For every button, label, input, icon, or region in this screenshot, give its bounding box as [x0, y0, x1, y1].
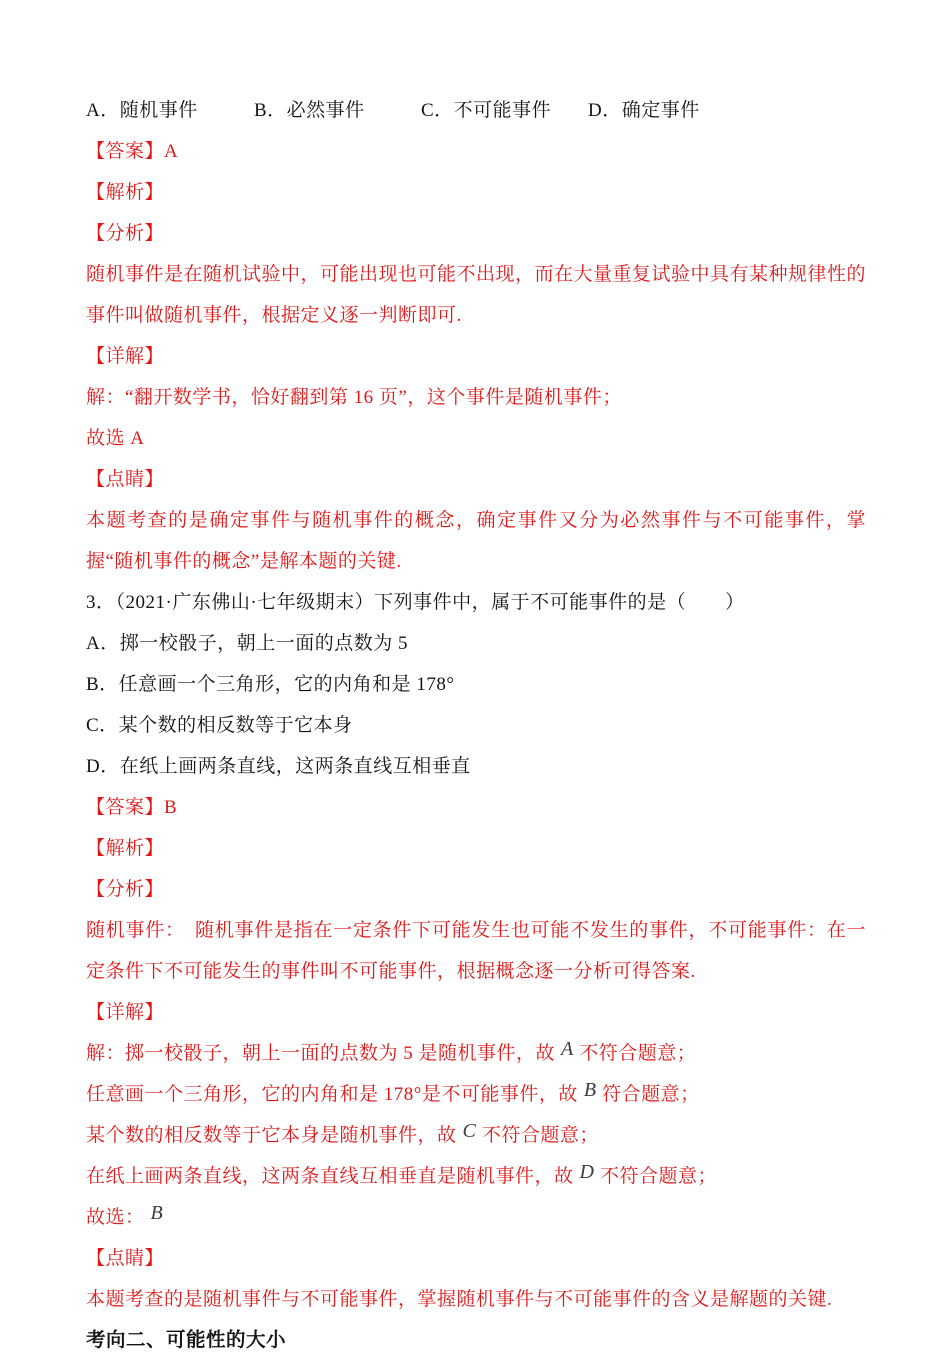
q2-dianjing-label-run-0: 【点睛】	[86, 469, 165, 490]
q3-answer-run-0: 【答案】B	[86, 797, 178, 818]
q3-option-c	[86, 705, 866, 746]
q3-jiexi-label	[86, 828, 866, 869]
q3-option-b	[86, 664, 866, 705]
q2-guxuan-run-0: 故选 A	[86, 428, 145, 449]
q2-xiangjie-text-run-0: 解：“翻开数学书，恰好翻到第 16 页”，这个事件是随机事件；	[86, 387, 622, 408]
q2-dianjing-label	[86, 459, 866, 500]
q3-xiangjie-d	[86, 1156, 866, 1197]
q2-fenxi-label-run-0: 【分析】	[86, 223, 165, 244]
q3-xiangjie-c-run-1: C	[462, 1120, 476, 1142]
q2-fenxi-text	[86, 254, 866, 336]
section-heading-kaoxiang-2	[86, 1320, 866, 1361]
q3-dianjing-text-run-0: 本题考查的是随机事件与不可能事件，掌握随机事件与不可能事件的含义是解题的关键.	[86, 1289, 833, 1310]
q2-option-row-run-0: A．随机事件	[86, 100, 198, 121]
q3-xiangjie-a-run-2: 不符合题意；	[579, 1043, 697, 1064]
q3-xiangjie-d-run-0: 在纸上画两条直线，这两条直线互相垂直是随机事件，故	[86, 1166, 574, 1187]
q2-jiexi-label	[86, 172, 866, 213]
q3-xiangjie-a	[86, 1033, 866, 1074]
q3-fenxi-text	[86, 910, 866, 992]
q3-stem-run-0: 3．（2021·广东佛山·七年级期末）下列事件中，属于不可能事件的是（ ）	[86, 592, 745, 613]
q2-dianjing-text-run-0: 本题考查的是确定事件与随机事件的概念，确定事件又分为必然事件与不可能事件，掌握“随机事件的概念”是解本题的关键.	[86, 510, 866, 572]
q3-dianjing-text	[86, 1279, 866, 1320]
q3-xiangjie-c-run-0: 某个数的相反数等于它本身是随机事件，故	[86, 1125, 457, 1146]
q3-xiangjie-c-run-2: 不符合题意；	[481, 1125, 599, 1146]
q2-guxuan	[86, 418, 866, 459]
q3-dianjing-label	[86, 1238, 866, 1279]
q3-fenxi-text-run-0: 随机事件： 随机事件是指在一定条件下可能发生也可能不发生的事件，不可能事件：在一定条件下不可能发生的事件叫不可能事件，根据概念逐一分析可得答案.	[86, 920, 866, 982]
q3-xiangjie-a-run-0: 解：掷一校骰子，朝上一面的点数为 5 是随机事件，故	[86, 1043, 556, 1064]
q3-xiangjie-b-run-1: B	[583, 1079, 597, 1101]
q3-guxuan-run-1: B	[150, 1202, 163, 1224]
q2-fenxi-text-run-0: 随机事件是在随机试验中，可能出现也可能不出现，而在大量重复试验中具有某种规律性的事件叫做随机事件，根据定义逐一判断即可.	[86, 264, 867, 326]
q3-xiangjie-d-run-2: 不符合题意；	[599, 1166, 717, 1187]
q3-xiangjie-label-run-0: 【详解】	[86, 1002, 165, 1023]
q3-xiangjie-b	[86, 1074, 866, 1115]
q2-xiangjie-label	[86, 336, 866, 377]
section-heading-kaoxiang-2-run-0: 考向二、可能性的大小	[86, 1329, 287, 1351]
q3-fenxi-label-run-0: 【分析】	[86, 879, 165, 900]
q2-option-row-run-2: C．不可能事件	[421, 100, 552, 121]
q3-xiangjie-label	[86, 992, 866, 1033]
q3-jiexi-label-run-0: 【解析】	[86, 838, 165, 859]
q3-option-d-run-0: D．在纸上画两条直线，这两条直线互相垂直	[86, 756, 471, 777]
q2-option-row-run-3: D．确定事件	[588, 100, 700, 121]
q2-answer-run-0: 【答案】A	[86, 141, 179, 162]
q3-xiangjie-b-run-0: 任意画一个三角形，它的内角和是 178°是不可能事件，故	[86, 1084, 578, 1105]
q3-fenxi-label	[86, 869, 866, 910]
q3-option-d	[86, 746, 866, 787]
q2-option-row	[86, 90, 866, 131]
q3-option-c-run-0: C．某个数的相反数等于它本身	[86, 715, 353, 736]
q3-option-b-run-0: B．任意画一个三角形，它的内角和是 178°	[86, 674, 455, 695]
q2-answer	[86, 131, 866, 172]
q3-xiangjie-b-run-2: 符合题意；	[602, 1084, 700, 1105]
q3-option-a	[86, 623, 866, 664]
q2-xiangjie-text	[86, 377, 866, 418]
q3-guxuan	[86, 1197, 866, 1238]
q3-xiangjie-c	[86, 1115, 866, 1156]
q3-option-a-run-0: A．掷一校骰子，朝上一面的点数为 5	[86, 633, 408, 654]
q3-xiangjie-a-run-1: A	[561, 1038, 574, 1060]
q3-xiangjie-d-run-1: D	[579, 1161, 594, 1183]
q3-guxuan-run-0: 故选：	[86, 1207, 145, 1228]
q2-fenxi-label	[86, 213, 866, 254]
q3-answer	[86, 787, 866, 828]
q2-dianjing-text	[86, 500, 866, 582]
q2-xiangjie-label-run-0: 【详解】	[86, 346, 165, 367]
q3-stem	[86, 582, 866, 623]
q2-jiexi-label-run-0: 【解析】	[86, 182, 165, 203]
q2-option-row-run-1: B．必然事件	[254, 100, 365, 121]
q3-dianjing-label-run-0: 【点睛】	[86, 1248, 165, 1269]
